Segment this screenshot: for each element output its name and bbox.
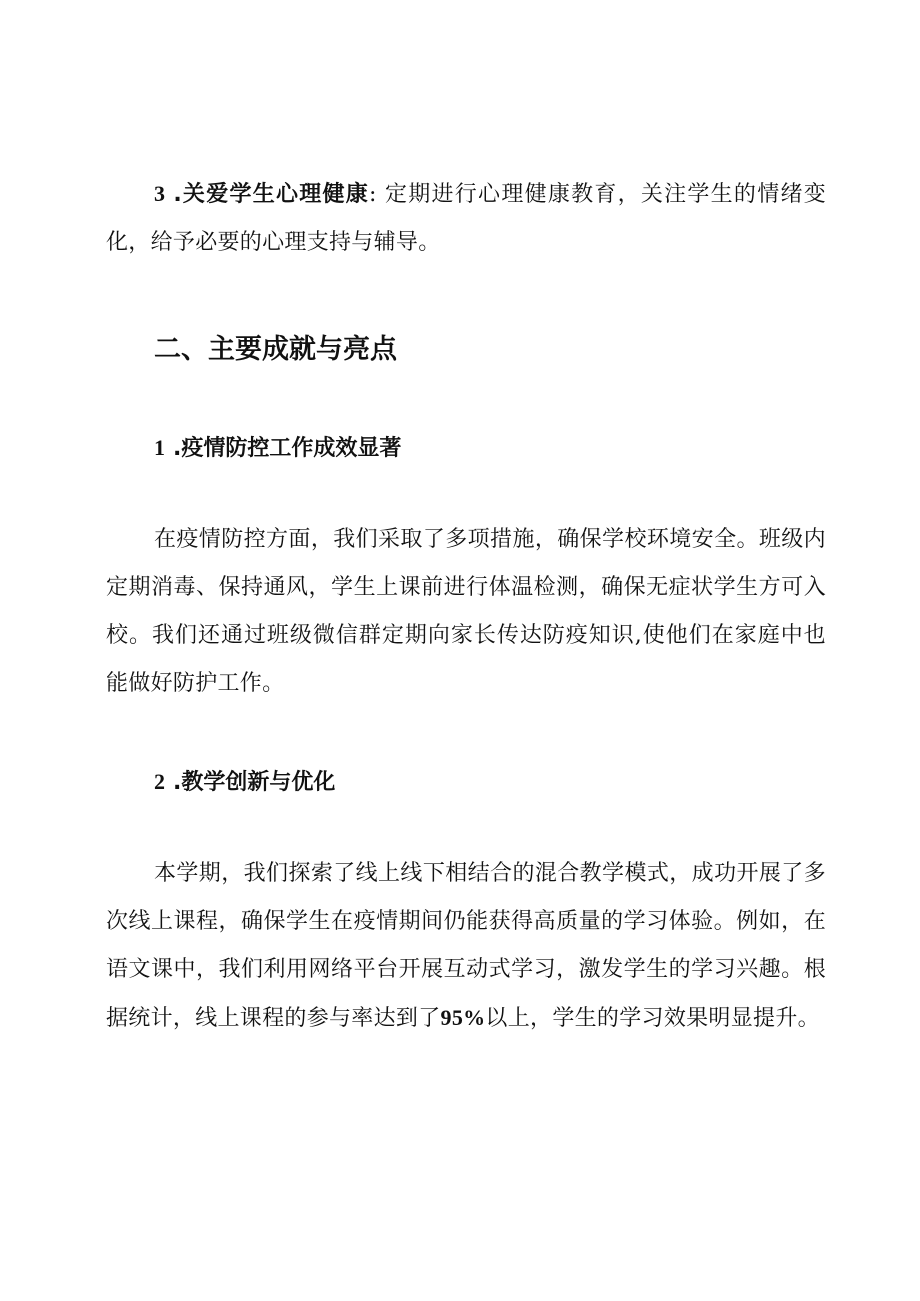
- item-3-text: 定期进行心理健康教育，关注学生的情绪变化，给予必要的心理支持与辅导。: [106, 182, 827, 255]
- subsection-1-heading: [106, 428, 826, 469]
- subsection-1-title: .疫情防控工作成效显著: [173, 436, 402, 461]
- participation-percent: 95%: [440, 1005, 486, 1030]
- section-2-heading: 二、主要成就与亮点: [154, 334, 397, 365]
- item-3-paragraph: [106, 170, 826, 267]
- subsection-2-text-a: 本学期，我们探索了线上线下相结合的混合教学模式，成功开展了多次线上课程，确保学生在疫情期间仍能获得高质量的学习体验。例如，在语文课中，我们利用网络平台开展互动式学习，激发学生的学习兴趣。根据统计，线上课程的参与率达到了: [106, 861, 826, 1031]
- subsection-2-number: 2: [154, 769, 165, 794]
- item-3-separator: :: [369, 182, 377, 207]
- subsection-2-title: .教学创新与优化: [173, 770, 336, 795]
- subsection-1-number: 1: [154, 435, 165, 460]
- subsection-1-paragraph: 在疫情防控方面，我们采取了多项措施，确保学校环境安全。班级内定期消毒、保持通风，学生上课前进行体温检测，确保无症状学生方可入校。我们还通过班级微信群定期向家长传达防疫知识,使他们在家庭中也能做好防护工作。: [106, 527, 826, 696]
- item-3-number: 3: [154, 181, 166, 206]
- item-3-title: .关爱学生心理健康: [173, 182, 370, 207]
- subsection-2-text-b: 以上，学生的学习效果明显提升。: [485, 1006, 820, 1031]
- subsection-2-heading: [106, 762, 826, 803]
- subsection-2-paragraph: [106, 850, 826, 1043]
